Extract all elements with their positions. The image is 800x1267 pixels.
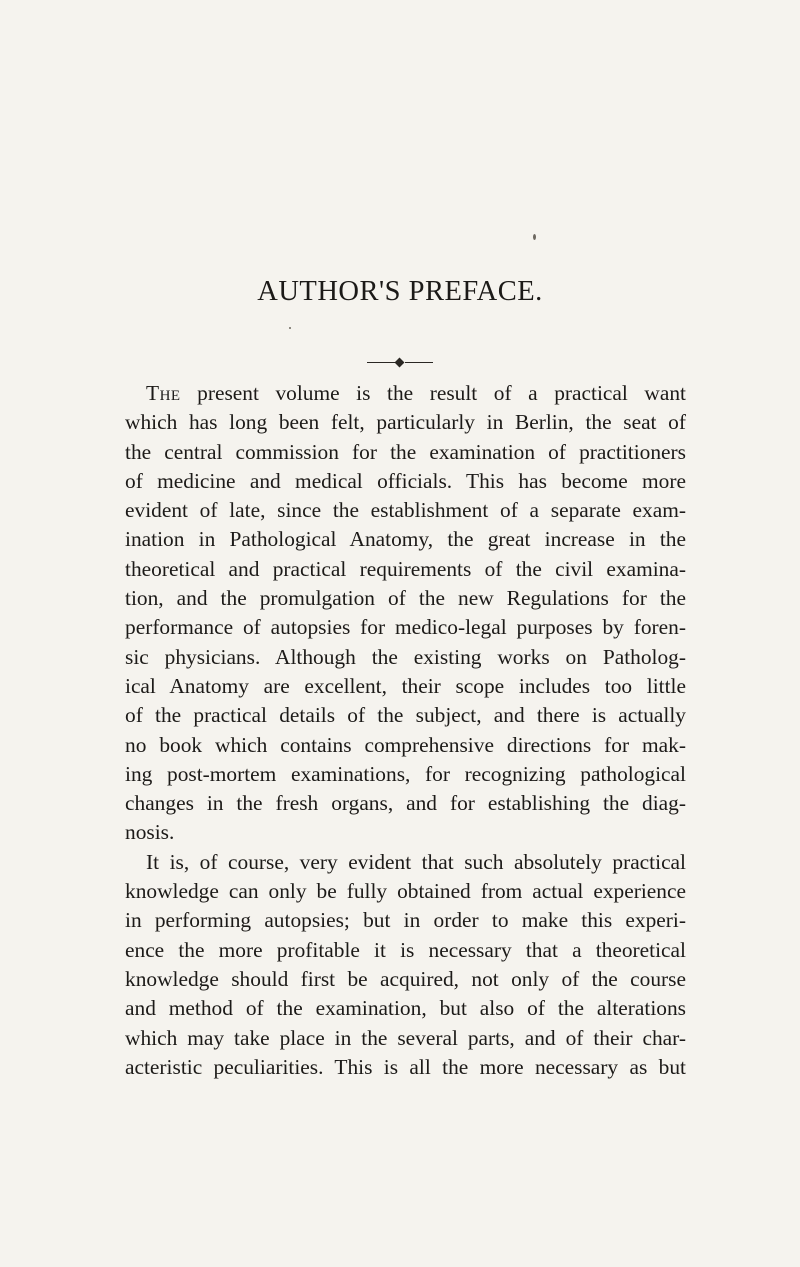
paper-speck	[533, 234, 536, 240]
text-line: ination in Pathological Anatomy, the great increase in the	[125, 527, 686, 552]
text-line: It is, of course, very evident that such absolutely practical	[146, 849, 686, 874]
diamond-icon	[395, 358, 405, 368]
paper-speck	[289, 327, 291, 329]
first-line-rest: present volume is the result of a practical want	[197, 381, 686, 405]
preface-title: AUTHOR'S PREFACE.	[257, 276, 543, 307]
ornament-rule-left	[367, 362, 395, 363]
text-line: acteristic peculiarities. This is all the more necessary as but	[125, 1054, 686, 1079]
ornament-rule-right	[405, 362, 433, 363]
text-line: knowledge should first be acquired, not only of the course	[125, 966, 686, 991]
paragraph-2	[125, 848, 686, 1082]
text-line: ing post-mortem examinations, for recognizing pathological	[125, 761, 686, 786]
preface-body	[125, 379, 686, 1082]
text-line: sic physicians. Although the existing works on Patholog-	[125, 644, 686, 669]
text-line: performance of autopsies for medico-legal purposes by foren-	[125, 615, 686, 640]
text-line: ence the more profitable it is necessary that a theoretical	[125, 937, 686, 962]
divider-ornament	[367, 358, 433, 368]
paragraph-1	[125, 379, 686, 848]
text-line: tion, and the promulgation of the new Regulations for the	[125, 586, 686, 611]
text-line: which has long been felt, particularly in Berlin, the seat of	[125, 410, 686, 435]
text-line	[125, 379, 686, 408]
text-line: changes in the fresh organs, and for establishing the diag-	[125, 791, 686, 816]
text-line: and method of the examination, but also of the alterations	[125, 996, 686, 1021]
text-line: evident of late, since the establishment of a separate exam-	[125, 498, 686, 523]
text-line: in performing autopsies; but in order to make this experi-	[125, 908, 686, 933]
text-line: ical Anatomy are excellent, their scope includes too little	[125, 673, 686, 698]
text-line: of medicine and medical officials. This has become more	[125, 468, 686, 493]
text-line: nosis.	[125, 820, 175, 845]
text-line: no book which contains comprehensive directions for mak-	[125, 732, 686, 757]
first-word: The	[146, 381, 181, 405]
text-line: knowledge can only be fully obtained from actual experience	[125, 879, 686, 904]
text-line: of the practical details of the subject, and there is actually	[125, 703, 686, 728]
text-line: theoretical and practical requirements of the civil examina-	[125, 556, 686, 581]
text-line: which may take place in the several parts, and of their char-	[125, 1025, 686, 1050]
text-line: the central commission for the examination of practitioners	[125, 439, 686, 464]
